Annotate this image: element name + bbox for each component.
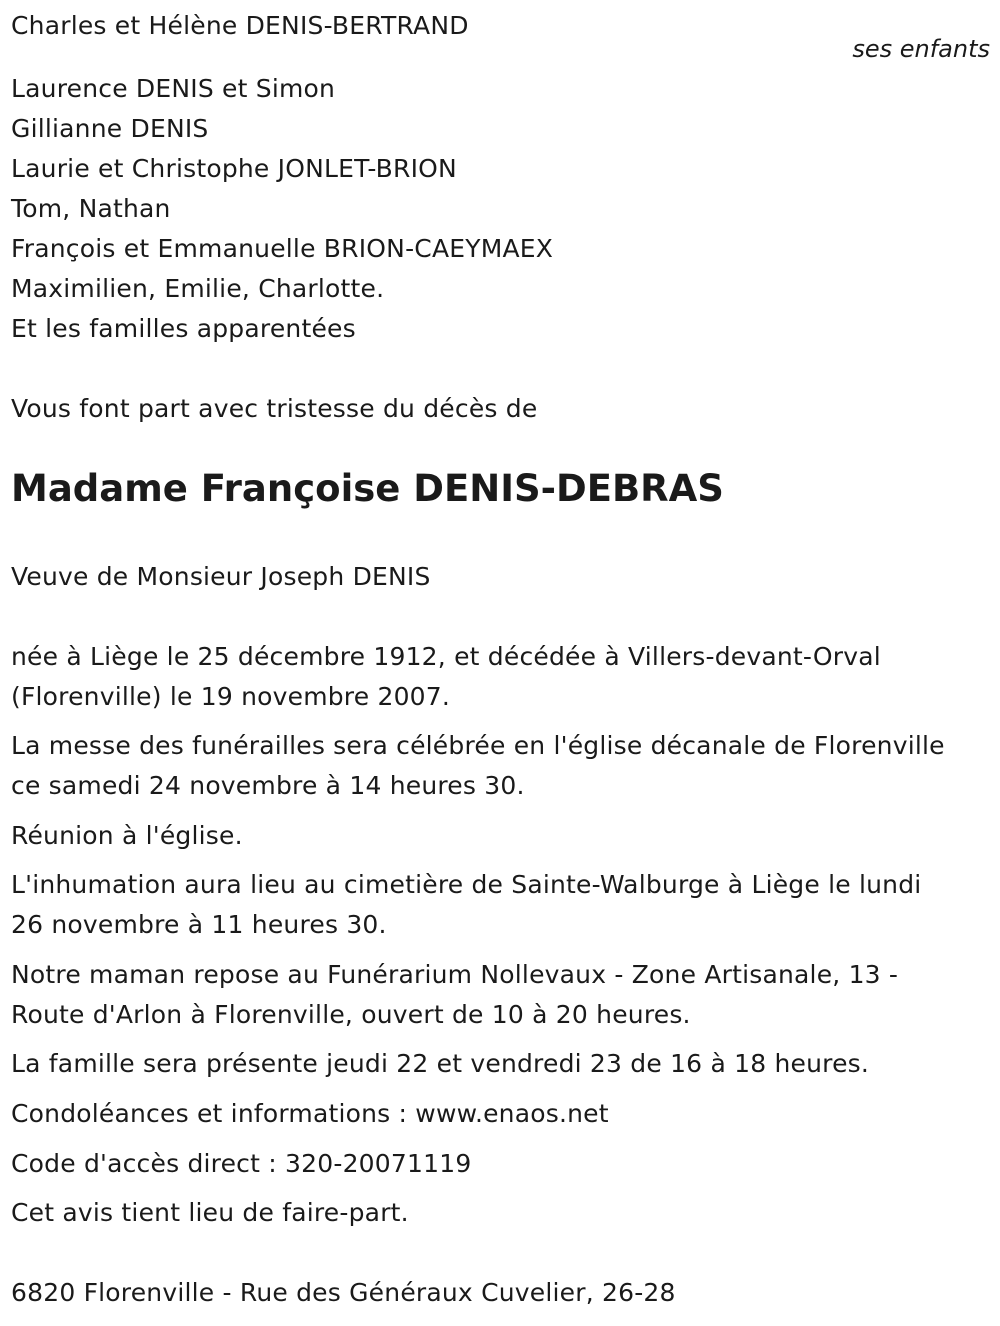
birth-death-line-1: née à Liège le 25 décembre 1912, et décédée à Villers-devant-Orval — [11, 642, 881, 671]
burial-line-2: 26 novembre à 11 heures 30. — [11, 910, 387, 939]
funeral-home-line-2: Route d'Arlon à Florenville, ouvert de 10 à 20 heures. — [11, 1000, 691, 1029]
church-meeting-text: Réunion à l'église. — [11, 821, 243, 850]
relation-label: ses enfants — [852, 35, 990, 63]
condolences-text: Condoléances et informations : www.enaos.net — [11, 1099, 609, 1128]
family-line-5: Tom, Nathan — [11, 194, 171, 223]
family-line-1: Charles et Hélène DENIS-BERTRAND — [11, 11, 469, 40]
widow-of-text: Veuve de Monsieur Joseph DENIS — [11, 562, 431, 591]
birth-death-line-2: (Florenville) le 19 novembre 2007. — [11, 682, 451, 711]
deceased-name: Madame Françoise DENIS-DEBRAS — [11, 467, 724, 510]
burial-line-1: L'inhumation aura lieu au cimetière de Sainte-Walburge à Liège le lundi — [11, 870, 922, 899]
funeral-home-line-1: Notre maman repose au Funérarium Nollevaux - Zone Artisanale, 13 - — [11, 960, 899, 989]
family-line-2: Laurence DENIS et Simon — [11, 74, 336, 103]
family-line-6: François et Emmanuelle BRION-CAEYMAEX — [11, 234, 554, 263]
family-line-7: Maximilien, Emilie, Charlotte. — [11, 274, 385, 303]
family-line-3: Gillianne DENIS — [11, 114, 209, 143]
funeral-mass-line-1: La messe des funérailles sera célébrée en l'église décanale de Florenville — [11, 731, 945, 760]
notice-text: Cet avis tient lieu de faire-part. — [11, 1198, 409, 1227]
family-line-8: Et les familles apparentées — [11, 314, 356, 343]
address-text: 6820 Florenville - Rue des Généraux Cuvelier, 26-28 — [11, 1278, 676, 1307]
funeral-mass-line-2: ce samedi 24 novembre à 14 heures 30. — [11, 771, 525, 800]
family-line-4: Laurie et Christophe JONLET-BRION — [11, 154, 457, 183]
family-presence-text: La famille sera présente jeudi 22 et vendredi 23 de 16 à 18 heures. — [11, 1049, 870, 1078]
announcement-text: Vous font part avec tristesse du décès de — [11, 394, 538, 423]
access-code-text: Code d'accès direct : 320-20071119 — [11, 1149, 472, 1178]
